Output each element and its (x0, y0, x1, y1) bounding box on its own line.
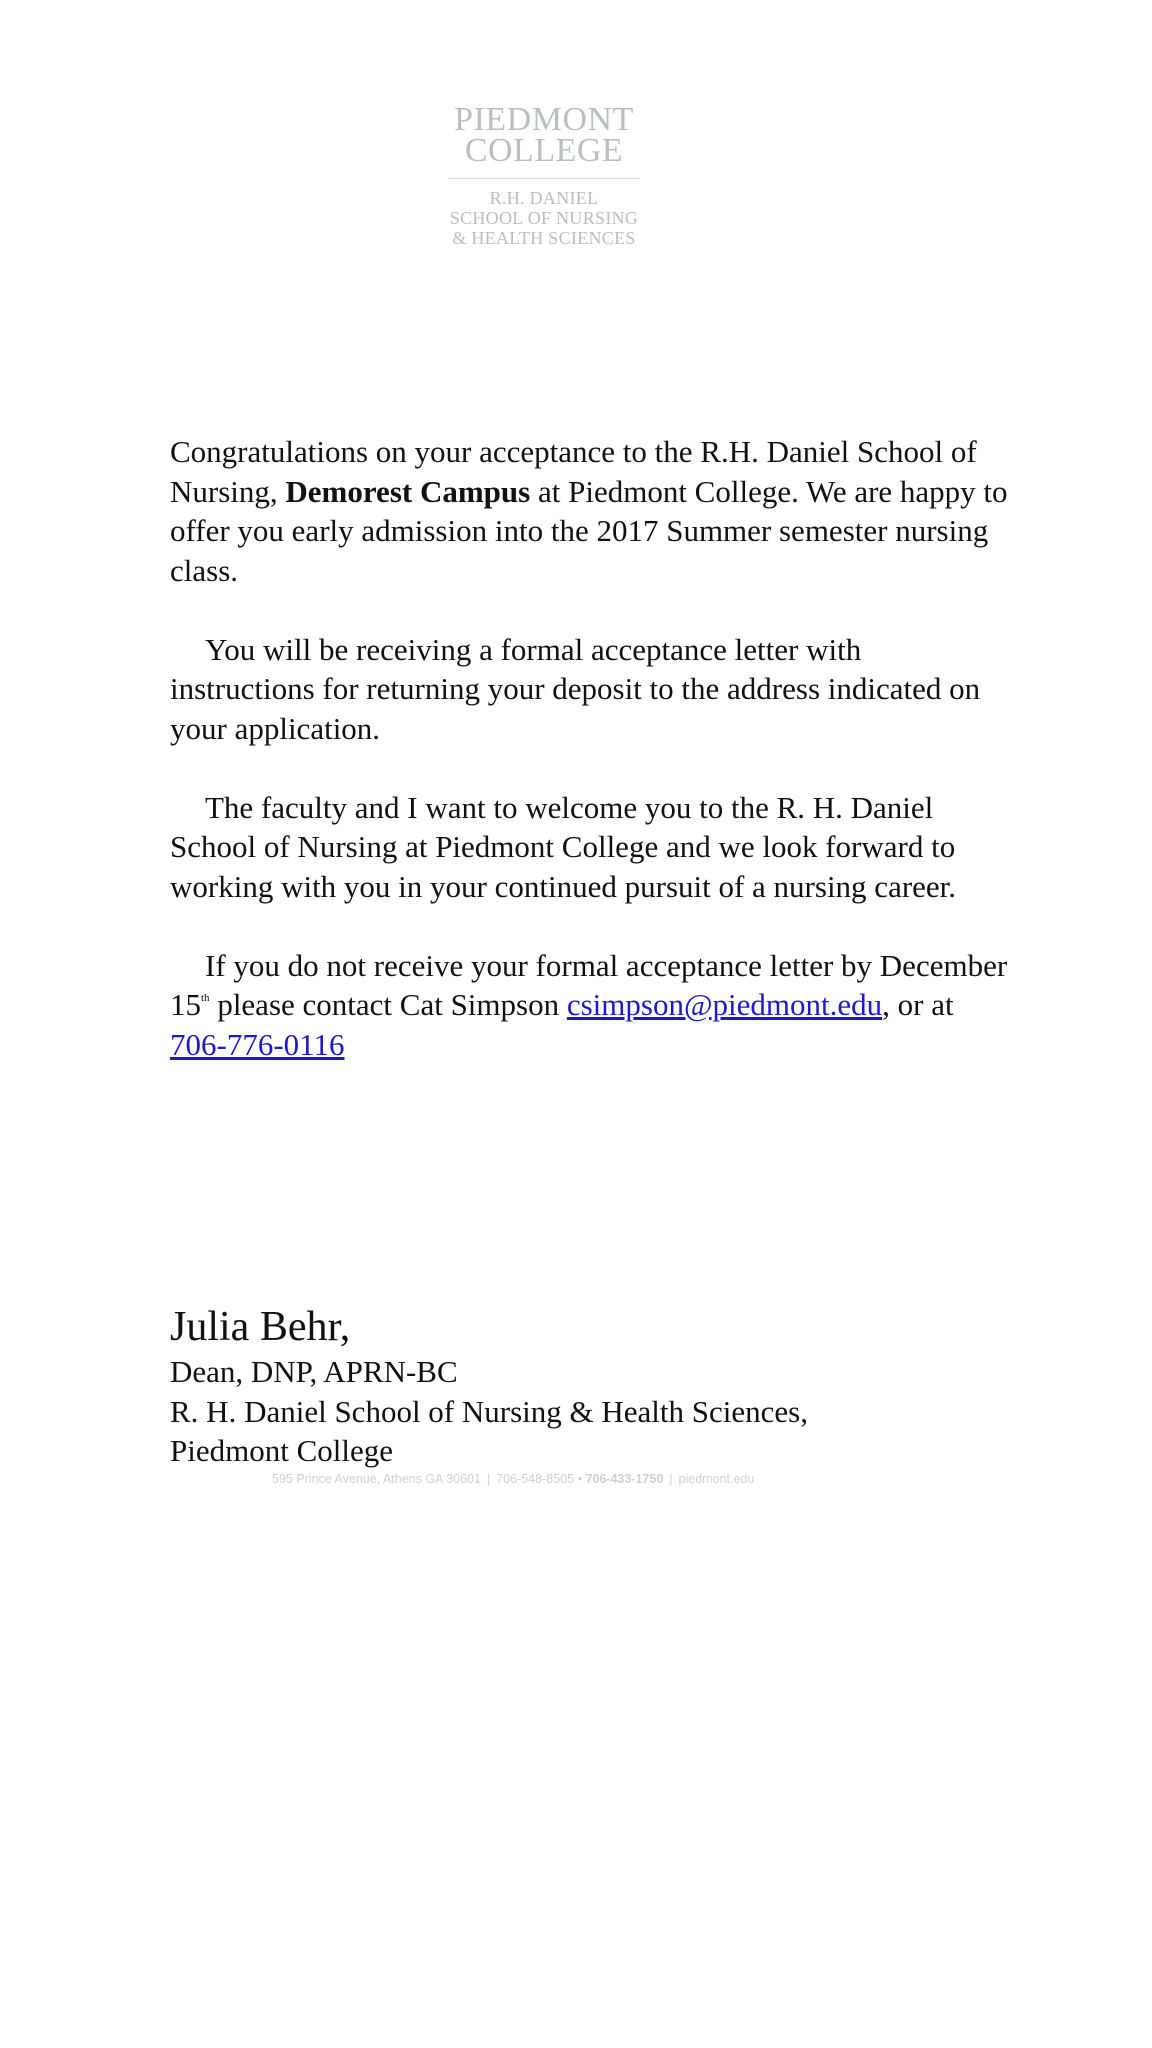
signer-title: Dean, DNP, APRN-BC (170, 1354, 458, 1389)
footer-phone-2: 706-433-1750 (585, 1472, 664, 1486)
logo-sub-line3: & HEALTH SCIENCES (452, 228, 636, 248)
paragraph-congratulations (170, 432, 1010, 590)
paragraph-4-text-c: , or at (882, 987, 954, 1022)
phone-link[interactable]: 706-776-0116 (170, 1026, 345, 1062)
footer-separator: | (486, 1472, 491, 1486)
paragraph-4-text-a: If you do not receive your formal acceptance letter by December 15 (170, 947, 1008, 1022)
footer-separator-2: | (669, 1472, 673, 1486)
footer-website: piedmont.edu (678, 1472, 755, 1486)
signer-name: Julia Behr, (170, 1304, 351, 1350)
letterhead-footer (272, 1472, 832, 1486)
ordinal-suffix: th (201, 992, 210, 1004)
paragraph-acceptance-letter: You will be receiving a formal acceptance letter with instructions for returning your deposit to the address indicated on your application. (170, 631, 981, 746)
paragraph-contact (170, 946, 1010, 1065)
paragraph-1-text-b: at Piedmont College. We are happy to offer you early admission into the 2017 Summer semester nursing class. (170, 473, 1008, 588)
logo-name-line1: PIEDMONT (454, 101, 634, 138)
letter-body (170, 432, 1010, 1104)
logo-sub-line2: SCHOOL OF NURSING (449, 208, 639, 228)
paragraph-4-text-b: please contact Cat Simpson (209, 987, 567, 1022)
signature-block (170, 1302, 1010, 1471)
email-link[interactable]: csimpson@piedmont.edu (566, 987, 883, 1022)
signer-college: Piedmont College (170, 1433, 394, 1468)
campus-name: Demorest Campus (285, 473, 531, 509)
footer-phone-1: 706-548-8505 (496, 1472, 575, 1486)
signer-school: R. H. Daniel School of Nursing & Health Sciences, (170, 1393, 808, 1429)
logo-name-line2: COLLEGE (464, 132, 624, 169)
paragraph-welcome: The faculty and I want to welcome you to the R. H. Daniel School of Nursing at Piedmont College and we look forward to working with you in your continued pursuit of a nursing career. (170, 789, 957, 904)
logo-divider (448, 178, 640, 179)
footer-dot: • (577, 1472, 582, 1486)
logo-sub-line1: R.H. DANIEL (489, 188, 599, 208)
college-logo (0, 101, 1088, 248)
footer-address: 595 Prince Avenue, Athens GA 30601 (272, 1472, 481, 1486)
paragraph-1-text-a: Congratulations on your acceptance to the R.H. Daniel School of Nursing, (170, 434, 977, 509)
